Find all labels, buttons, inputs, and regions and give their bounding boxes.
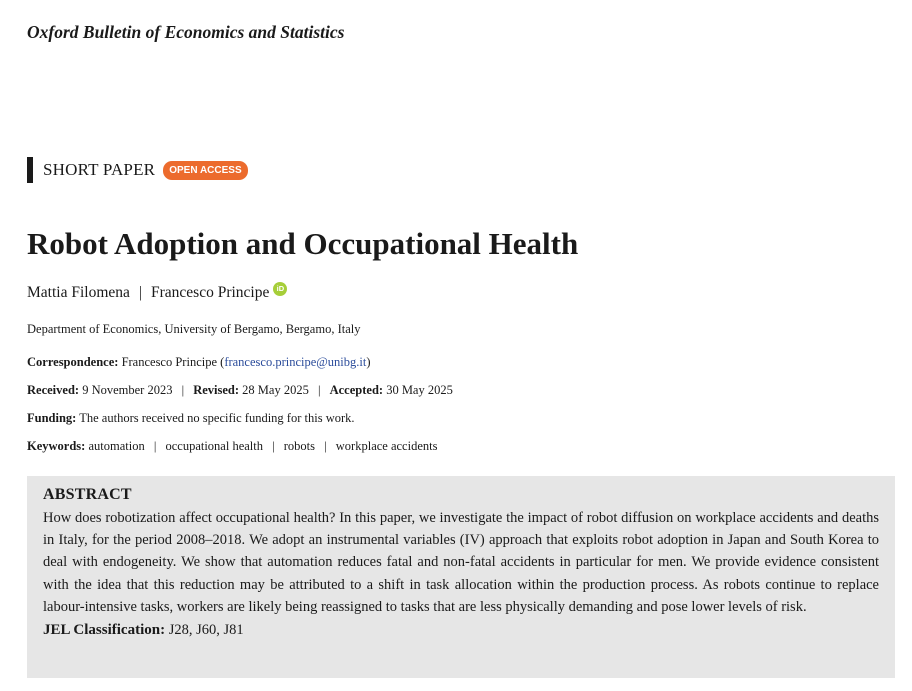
journal-name: Oxford Bulletin of Economics and Statistics xyxy=(27,22,345,42)
received-date: 9 November 2023 xyxy=(82,383,173,397)
keyword-separator: | xyxy=(153,439,157,453)
keyword-separator: | xyxy=(272,439,275,453)
abstract-heading: ABSTRACT xyxy=(43,486,132,503)
dates-separator: | xyxy=(181,383,185,397)
correspondence-email-link[interactable]: francesco.principe@unibg.it xyxy=(224,355,367,369)
affiliation: Department of Economics, University of Bergamo, Bergamo, Italy xyxy=(27,322,361,336)
accepted-date: 30 May 2025 xyxy=(386,383,453,397)
open-access-badge: OPEN ACCESS xyxy=(163,161,247,180)
author-separator: | xyxy=(138,284,142,301)
funding-text: The authors received no specific funding for this work. xyxy=(79,411,355,425)
accepted-label: Accepted: xyxy=(329,383,384,397)
correspondence-line: Correspondence: Francesco Principe (francesco.principe@unibg.it) xyxy=(27,355,371,369)
jel-line xyxy=(43,619,879,641)
dates-line xyxy=(27,383,453,398)
author-name[interactable]: Mattia Filomena xyxy=(27,284,130,301)
correspondence-name: Francesco Principe xyxy=(121,355,218,369)
article-title: Robot Adoption and Occupational Health xyxy=(27,226,579,261)
keyword[interactable]: robots xyxy=(283,439,316,453)
abstract-box xyxy=(27,476,895,678)
author-list xyxy=(27,284,287,302)
keywords-line xyxy=(27,439,437,454)
keyword[interactable]: workplace accidents xyxy=(335,439,438,453)
jel-label: JEL Classification: xyxy=(43,622,166,639)
abstract-text: How does robotization affect occupational health? In this paper, we investigate the impact of robot diffusion on workplace accidents and deaths in Italy, for the period 2008–2018. We adopt an instrumental variables (IV) approach that exploits robot adoption in Japan and South Korea to deal with endogeneity. We show that automation reduces fatal and non-fatal accidents in particular for men. We provide evidence consistent with the idea that this reduction may be attributed to a shift in task allocation within the production process. As robots continue to replace labour-intensive tasks, workers are likely being reassigned to tasks that are less physically demanding and pose lower levels of risk. xyxy=(43,510,879,615)
jel-codes: J28, J60, J81 xyxy=(168,622,244,639)
orcid-icon[interactable]: iD xyxy=(273,282,287,296)
correspondence-label: Correspondence: xyxy=(27,355,119,369)
article-type: SHORT PAPER xyxy=(43,160,156,179)
revised-date: 28 May 2025 xyxy=(242,383,309,397)
revised-label: Revised: xyxy=(193,383,240,397)
type-accent-bar xyxy=(27,157,33,183)
article-type-row xyxy=(27,157,248,183)
keywords-label: Keywords: xyxy=(27,439,86,453)
received-label: Received: xyxy=(27,383,80,397)
dates-separator: | xyxy=(317,383,321,397)
funding-label: Funding: xyxy=(27,411,77,425)
keyword[interactable]: occupational health xyxy=(165,439,263,453)
author-name[interactable]: Francesco Principe xyxy=(151,284,270,301)
funding-line xyxy=(27,411,355,426)
keyword[interactable]: automation xyxy=(88,439,145,453)
keyword-separator: | xyxy=(324,439,327,453)
